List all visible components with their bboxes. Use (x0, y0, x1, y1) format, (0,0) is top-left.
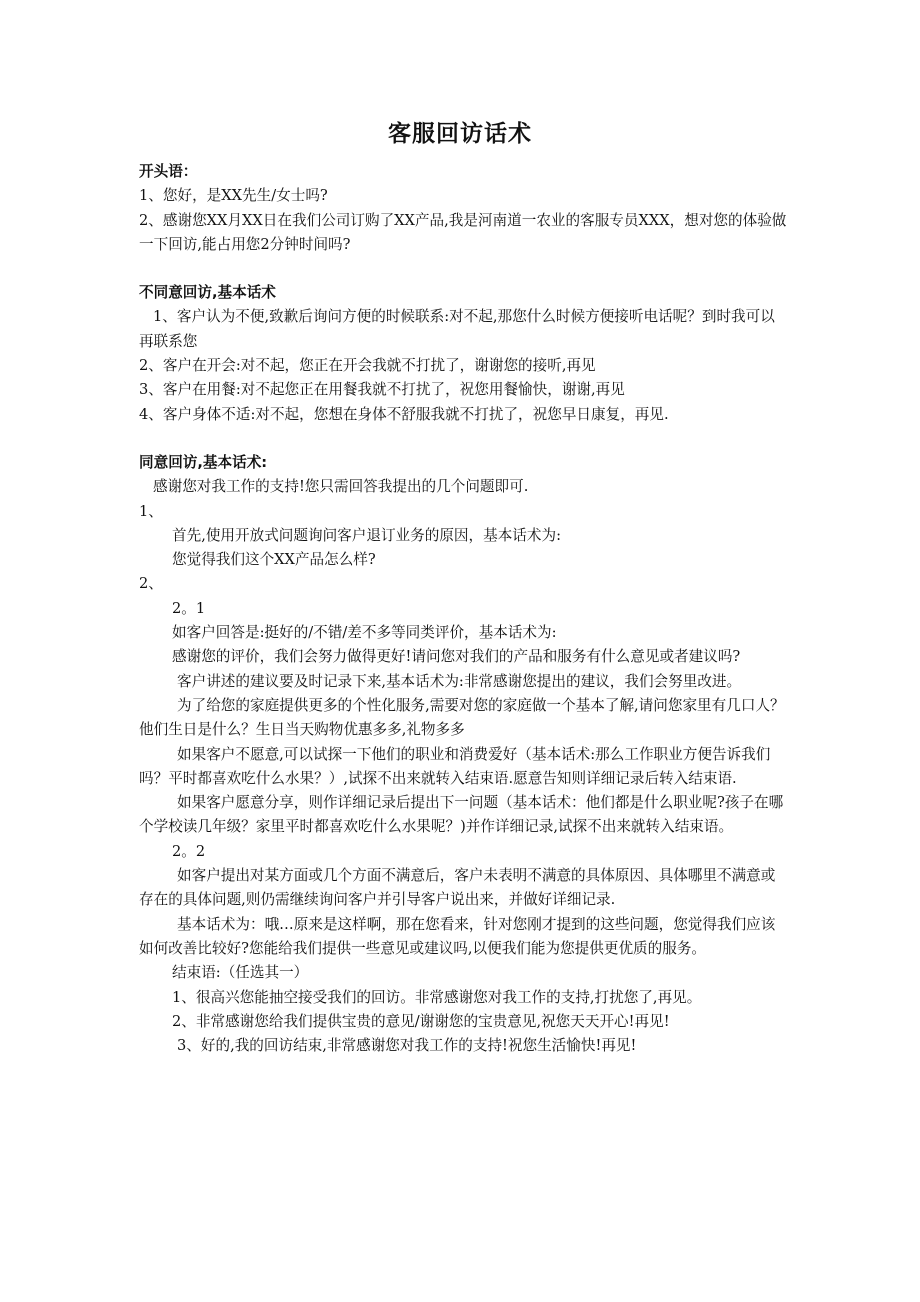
sub-section-2-1-number: 2。1 (172, 599, 206, 617)
closing-line-2: 2、非常感谢您给我们提供宝贵的意见/谢谢您的宝贵意见,祝您天天开心!再见! (172, 1012, 670, 1030)
opening-line-2: 2、感谢您XX月XX日在我们公司订购了XX产品,我是河南道一农业的客服专员XXX，想对您的体验做一下回访,能占用您2分钟时间吗? (139, 211, 787, 253)
sub-2-1-paragraph: 客户讲述的建议要及时记录下来,基本话术为:非常感谢您提出的建议，我们会努里改进。 (177, 672, 742, 690)
agree-item-1-number: 1、 (139, 502, 163, 520)
closing-heading: 结束语:（任选其一） (172, 964, 309, 982)
document-title: 客服回访话术 (388, 121, 532, 147)
document-body (139, 160, 789, 1058)
closing-line-3: 3、好的,我的回访结束,非常感谢您对我工作的支持!祝您生活愉快!再见! (177, 1037, 637, 1055)
sub-2-1-paragraph: 如果客户不愿意,可以试探一下他们的职业和消费爱好（基本话术:那么工作职业方便告诉我们吗？平时都喜欢吃什么水果？）,试探不出来就转入结束语.愿意告知则详细记录后转入结束语. (139, 745, 771, 787)
sub-2-2-paragraph: 基本话术为：哦…原来是这样啊，那在您看来，针对您刚才提到的这些问题，您觉得我们应该如何改善比较好?您能给我们提供一些意见或建议吗,以便我们能为您提供更优质的服务。 (139, 915, 776, 957)
agree-item-2-number: 2、 (139, 575, 163, 593)
sub-2-1-paragraph: 如果客户愿意分享，则作详细记录后提出下一问题（基本话术：他们都是什么职业呢?孩子在哪个学校读几年级？家里平时都喜欢吃什么水果呢？)并作详细记录,试探不出来就转入结束语。 (139, 794, 784, 836)
opening-line-1: 1、您好，是XX先生/女士吗? (139, 187, 328, 205)
sub-section-2-2-number: 2。2 (172, 842, 206, 860)
agree-item-1-text: 首先,使用开放式问题询问客户退订业务的原因，基本话术为: (172, 526, 561, 544)
disagree-heading: 不同意回访,基本话术 (139, 284, 276, 302)
sub-2-1-paragraph: 如客户回答是:挺好的/不错/差不多等同类评价，基本话术为: (172, 624, 557, 642)
disagree-line-4: 4、客户身体不适:对不起，您想在身体不舒服我就不打扰了，祝您早日康复，再见. (139, 405, 669, 423)
agree-intro: 感谢您对我工作的支持!您只需回答我提出的几个问题即可. (153, 478, 529, 496)
agree-item-1-question: 您觉得我们这个XX产品怎么样? (172, 551, 376, 569)
agree-heading: 同意回访,基本话术: (139, 453, 268, 471)
sub-2-1-paragraph: 为了给您的家庭提供更多的个性化服务,需要对您的家庭做一个基本了解,请问您家里有几口人？他们生日是什么？生日当天购物优惠多多,礼物多多 (139, 696, 785, 739)
disagree-line-3: 3、客户在用餐:对不起您正在用餐我就不打扰了，祝您用餐愉快，谢谢,再见 (139, 381, 625, 399)
closing-line-1: 1、很高兴您能抽空接受我们的回访。非常感谢您对我工作的支持,打扰您了,再见。 (172, 988, 702, 1006)
disagree-line-1: 1、客户认为不便,致歉后询问方便的时候联系:对不起,那您什么时候方便接听电话呢？到时我可以再联系您 (139, 308, 775, 350)
spacer (139, 257, 789, 281)
sub-2-2-paragraph: 如客户提出对某方面或几个方面不满意后，客户未表明不满意的具体原因、具体哪里不满意或存在的具体问题,则仍需继续询问客户并引导客户说出来，并做好详细记录. (139, 867, 776, 909)
opening-heading: 开头语： (139, 163, 198, 180)
sub-2-1-paragraph: 感谢您的评价，我们会努力做得更好!请问您对我们的产品和服务有什么意见或者建议吗? (172, 648, 741, 666)
spacer (139, 427, 789, 451)
disagree-line-2: 2、客户在开会:对不起，您正在开会我就不打扰了，谢谢您的接听,再见 (139, 357, 596, 375)
